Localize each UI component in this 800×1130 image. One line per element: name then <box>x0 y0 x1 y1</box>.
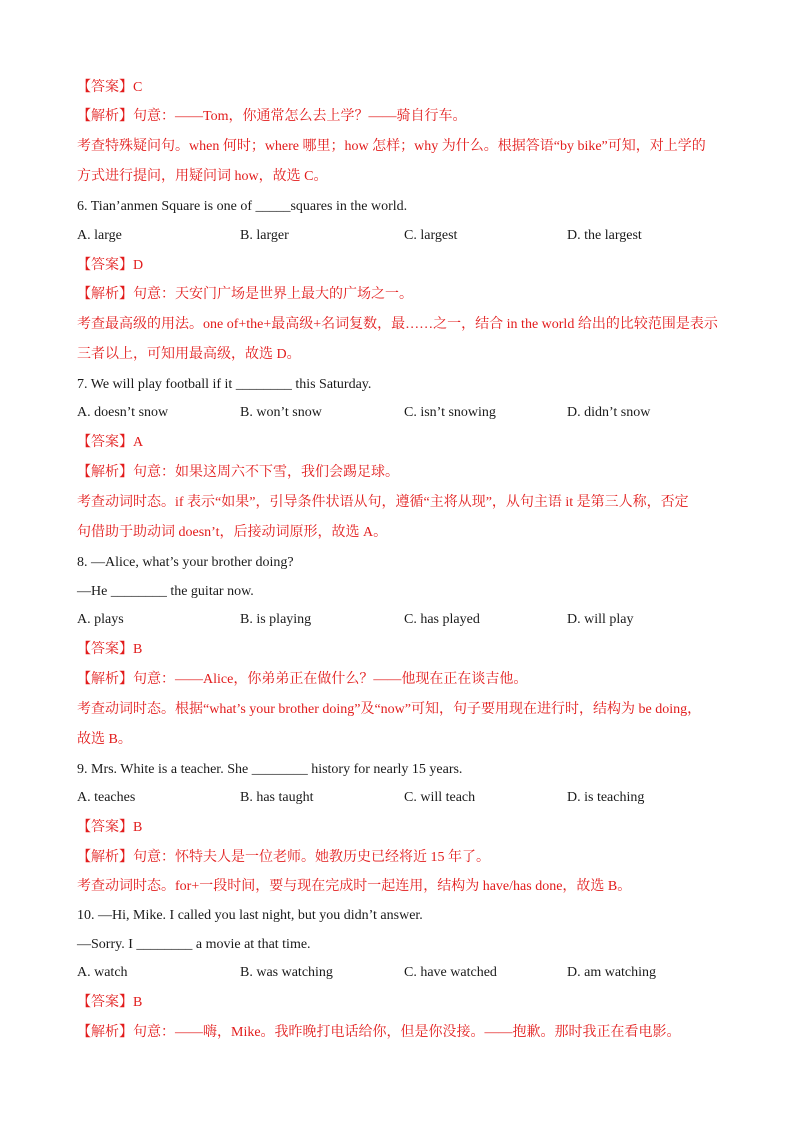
q7-answer-line <box>77 434 143 452</box>
q10-answer: B <box>133 995 143 1010</box>
q8-option-c: C. has played <box>404 612 480 627</box>
answer-tag: 【答案】 <box>77 995 133 1010</box>
q6-explain-1: 考查最高级的用法。one of+the+最高级+名词复数，最……之一，结合 in the world 给出的比较范围是表示 <box>77 317 718 332</box>
q9-translation: 句意：怀特夫人是一位老师。她教历史已经将近 15 年了。 <box>133 850 490 865</box>
answer-tag: 【答案】 <box>77 435 133 450</box>
q5-translation: 句意：——Tom，你通常怎么去上学？——骑自行车。 <box>133 109 467 124</box>
answer-tag: 【答案】 <box>77 258 133 273</box>
analysis-tag: 【解析】 <box>77 465 133 480</box>
q8-option-b: B. is playing <box>240 612 312 627</box>
q10-options <box>77 965 737 983</box>
q8-answer: B <box>133 642 143 657</box>
q6-option-d: D. the largest <box>567 228 642 243</box>
q5-answer-line <box>77 79 142 97</box>
analysis-tag: 【解析】 <box>77 109 133 124</box>
q6-explain-2: 三者以上，可知用最高级，故选 D。 <box>77 347 301 362</box>
q6-answer: D <box>133 258 144 273</box>
q7-translation: 句意：如果这周六不下雪，我们会踢足球。 <box>133 465 399 480</box>
q9-option-a: A. teaches <box>77 790 136 805</box>
q10-answer-line <box>77 994 142 1012</box>
analysis-tag: 【解析】 <box>77 1025 133 1040</box>
q6-option-b: B. larger <box>240 228 289 243</box>
q8-analysis-line <box>77 671 527 689</box>
q9-explain-1: 考查动词时态。for+一段时间，要与现在完成时一起连用，结构为 have/has done，故选 B。 <box>77 879 632 894</box>
q8-explain-1: 考查动词时态。根据“what’s your brother doing”及“now”可知，句子要用现在进行时，结构为 be doing， <box>77 702 702 717</box>
q7-option-c: C. isn’t snowing <box>404 405 496 420</box>
q6-stem: 6. Tian’anmen Square is one of _____squares in the world. <box>77 199 408 214</box>
q5-analysis-line <box>77 108 466 126</box>
q9-option-c: C. will teach <box>404 790 476 805</box>
q6-translation: 句意：天安门广场是世界上最大的广场之一。 <box>133 287 413 302</box>
q6-analysis-line <box>77 286 413 304</box>
q7-answer: A <box>133 435 144 450</box>
q7-analysis-line <box>77 464 399 482</box>
q5-explain-1: 考查特殊疑问句。when 何时；where 哪里；how 怎样；why 为什么。根据答语“by bike”可知，对上学的 <box>77 139 706 154</box>
q8-answer-line <box>77 641 142 659</box>
q8-stem-1: 8. —Alice, what’s your brother doing? <box>77 555 294 570</box>
q5-explain-2: 方式进行提问，用疑问词 how，故选 C。 <box>77 169 328 184</box>
q8-explain-2: 故选 B。 <box>77 732 132 747</box>
q10-option-a: A. watch <box>77 965 128 980</box>
q5-answer: C <box>133 80 143 95</box>
q9-options <box>77 790 737 808</box>
q9-option-b: B. has taught <box>240 790 314 805</box>
analysis-tag: 【解析】 <box>77 850 133 865</box>
q6-option-a: A. large <box>77 228 122 243</box>
q10-option-d: D. am watching <box>567 965 657 980</box>
q6-option-c: C. largest <box>404 228 458 243</box>
q10-stem-1: 10. —Hi, Mike. I called you last night, but you didn’t answer. <box>77 908 423 923</box>
q6-options <box>77 228 737 246</box>
q10-option-c: C. have watched <box>404 965 497 980</box>
q9-answer: B <box>133 820 143 835</box>
q7-option-a: A. doesn’t snow <box>77 405 169 420</box>
q9-analysis-line <box>77 849 490 867</box>
q8-stem-2: —He ________ the guitar now. <box>77 584 254 599</box>
q10-stem-2: —Sorry. I ________ a movie at that time. <box>77 937 311 952</box>
answer-tag: 【答案】 <box>77 80 133 95</box>
q6-answer-line <box>77 257 143 275</box>
q8-option-d: D. will play <box>567 612 634 627</box>
q7-option-d: D. didn’t snow <box>567 405 651 420</box>
q8-translation: 句意：——Alice，你弟弟正在做什么？——他现在正在谈吉他。 <box>133 672 528 687</box>
analysis-tag: 【解析】 <box>77 672 133 687</box>
q7-options <box>77 405 737 423</box>
analysis-tag: 【解析】 <box>77 287 133 302</box>
q8-option-a: A. plays <box>77 612 124 627</box>
answer-tag: 【答案】 <box>77 820 133 835</box>
q7-stem: 7. We will play football if it ________ this Saturday. <box>77 377 372 392</box>
q9-answer-line <box>77 819 142 837</box>
q7-option-b: B. won’t snow <box>240 405 322 420</box>
q7-explain-1: 考查动词时态。if 表示“如果”，引导条件状语从句，遵循“主将从现”，从句主语 it 是第三人称，否定 <box>77 495 689 510</box>
q8-options <box>77 612 737 630</box>
q10-option-b: B. was watching <box>240 965 333 980</box>
answer-tag: 【答案】 <box>77 642 133 657</box>
q10-analysis-line <box>77 1024 681 1042</box>
q7-explain-2: 句借助于助动词 doesn’t，后接动词原形，故选 A。 <box>77 525 388 540</box>
q9-option-d: D. is teaching <box>567 790 645 805</box>
q10-translation: 句意：——嗨，Mike。我昨晚打电话给你，但是你没接。——抱歉。那时我正在看电影。 <box>133 1025 681 1040</box>
q9-stem: 9. Mrs. White is a teacher. She ________ history for nearly 15 years. <box>77 762 463 777</box>
